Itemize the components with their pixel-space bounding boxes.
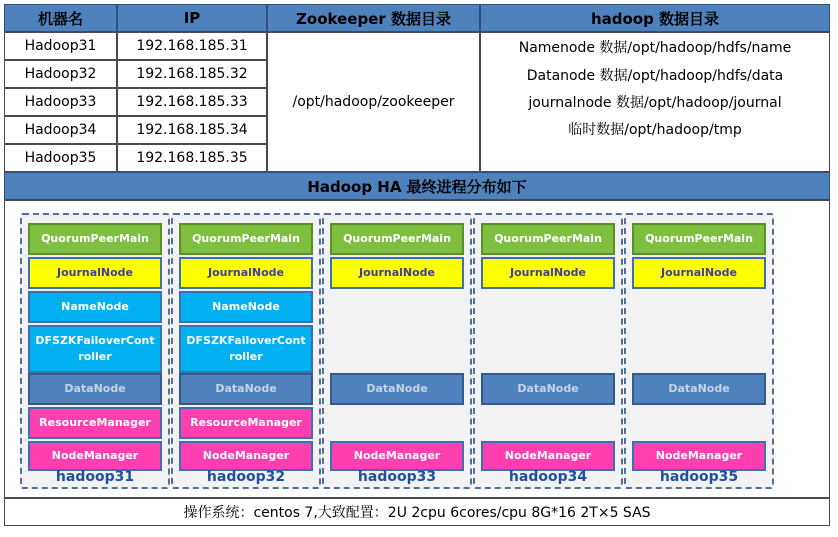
row-2-name: Hadoop32 — [4, 60, 117, 88]
process-journalnode: JournalNode — [632, 257, 766, 289]
process-nodemanager: NodeManager — [179, 441, 313, 471]
host-column-hadoop35 — [624, 213, 774, 489]
hadoop-dir-datanode: Datanode 数据/opt/hadoop/hdfs/data — [526, 68, 784, 84]
row-1-name: Hadoop31 — [4, 32, 117, 60]
row-5-ip: 192.168.185.35 — [117, 144, 267, 172]
process-datanode: DataNode — [632, 373, 766, 405]
process-quorumpeermain: QuorumPeerMain — [179, 223, 313, 255]
process-journalnode: JournalNode — [28, 257, 162, 289]
process-namenode: NameNode — [179, 291, 313, 323]
process-resourcemanager: ResourceManager — [28, 407, 162, 439]
process-nodemanager: NodeManager — [28, 441, 162, 471]
host-label: hadoop32 — [206, 469, 286, 485]
process-namenode: NameNode — [28, 291, 162, 323]
hadoop-dir-tmp: 临时数据/opt/hadoop/tmp — [568, 122, 742, 138]
process-nodemanager: NodeManager — [632, 441, 766, 471]
process-datanode: DataNode — [28, 373, 162, 405]
host-label: hadoop31 — [55, 469, 135, 485]
process-quorumpeermain: QuorumPeerMain — [330, 223, 464, 255]
row-1-ip: 192.168.185.31 — [117, 32, 267, 60]
host-column-hadoop31 — [20, 213, 170, 489]
host-label: hadoop34 — [508, 469, 588, 485]
process-quorumpeermain: QuorumPeerMain — [632, 223, 766, 255]
process-journalnode: JournalNode — [330, 257, 464, 289]
header-hadoop-dir: hadoop 数据目录 — [480, 4, 830, 32]
host-column-hadoop34 — [473, 213, 623, 489]
host-column-hadoop33 — [322, 213, 472, 489]
process-datanode: DataNode — [330, 373, 464, 405]
header-machine-name: 机器名 — [4, 4, 117, 32]
process-datanode: DataNode — [481, 373, 615, 405]
process-datanode: DataNode — [179, 373, 313, 405]
header-zookeeper-dir: Zookeeper 数据目录 — [267, 4, 480, 32]
process-resourcemanager: ResourceManager — [179, 407, 313, 439]
process-journalnode: JournalNode — [179, 257, 313, 289]
process-zkfc: DFSZKFailoverController — [28, 325, 162, 373]
zookeeper-dir-cell: /opt/hadoop/zookeeper — [267, 32, 480, 172]
row-4-ip: 192.168.185.34 — [117, 116, 267, 144]
process-quorumpeermain: QuorumPeerMain — [28, 223, 162, 255]
host-label: hadoop35 — [659, 469, 739, 485]
process-journalnode: JournalNode — [481, 257, 615, 289]
header-ip: IP — [117, 4, 267, 32]
hadoop-dir-namenode: Namenode 数据/opt/hadoop/hdfs/name — [518, 40, 792, 56]
process-diagram — [4, 200, 830, 498]
os-config-footer: 操作系统：centos 7,大致配置：2U 2cpu 6cores/cpu 8G*16 2T×5 SAS — [4, 498, 830, 526]
row-3-name: Hadoop33 — [4, 88, 117, 116]
process-distribution-banner: Hadoop HA 最终进程分布如下 — [4, 172, 830, 200]
process-nodemanager: NodeManager — [481, 441, 615, 471]
process-quorumpeermain: QuorumPeerMain — [481, 223, 615, 255]
hadoop-dir-journal: journalnode 数据/opt/hadoop/journal — [528, 95, 782, 111]
hadoop-dir-cell — [480, 32, 830, 172]
host-column-hadoop32 — [171, 213, 321, 489]
process-zkfc: DFSZKFailoverController — [179, 325, 313, 373]
row-3-ip: 192.168.185.33 — [117, 88, 267, 116]
host-label: hadoop33 — [357, 469, 437, 485]
process-nodemanager: NodeManager — [330, 441, 464, 471]
row-5-name: Hadoop35 — [4, 144, 117, 172]
row-2-ip: 192.168.185.32 — [117, 60, 267, 88]
row-4-name: Hadoop34 — [4, 116, 117, 144]
